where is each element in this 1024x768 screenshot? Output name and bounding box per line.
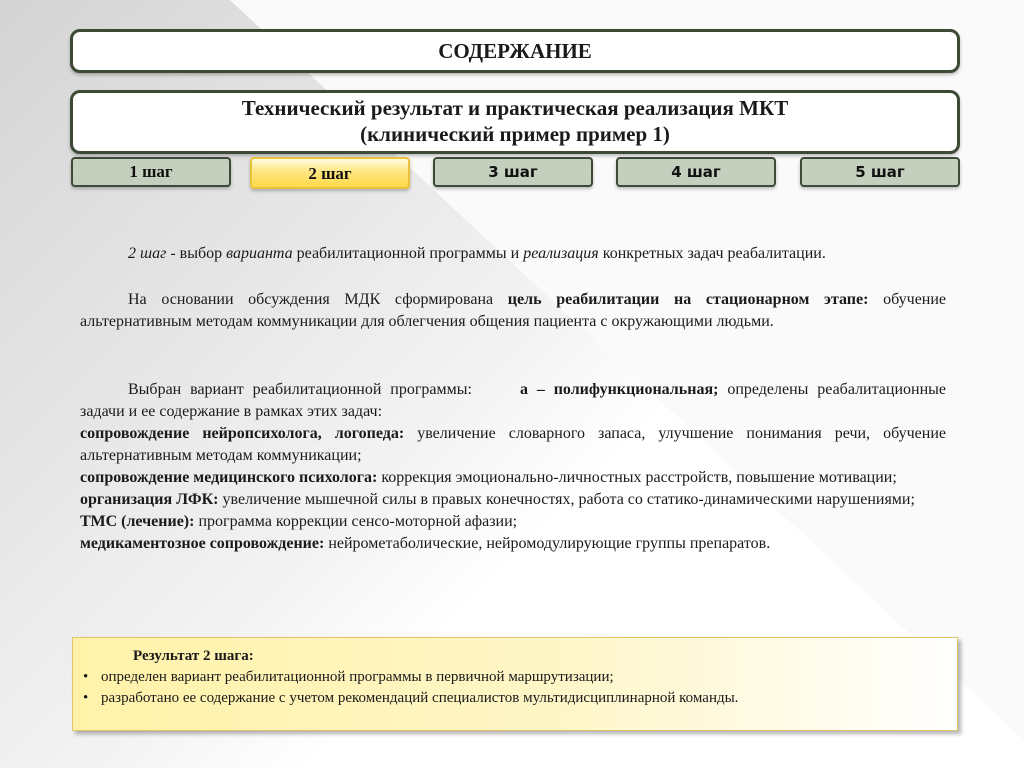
list-item: [83, 688, 738, 709]
text-run: обучение альтернативным методам коммуникации для облегчения общения пациента с окружающими людьми.: [80, 291, 947, 330]
text-run: На основании обсуждения МДК сформирована: [128, 291, 508, 308]
program-paragraph: [80, 379, 946, 555]
result-list: [83, 667, 738, 709]
text-run-italic: реализация: [523, 245, 599, 262]
task-text: коррекция эмоционально-личностных расстройств, повышение мотивации;: [377, 469, 897, 486]
step-name: 2 шаг: [128, 245, 167, 262]
result-box: [72, 637, 958, 731]
bullet-icon: •: [83, 690, 89, 706]
task-label: ТМС (лечение):: [80, 513, 195, 530]
section-subtitle: [70, 90, 960, 154]
list-item: [83, 667, 738, 688]
text-run: определены реабалитационные задачи и ее содержание в рамках этих задач:: [80, 381, 946, 420]
text-run: Выбран вариант реабилитационной программы:: [128, 381, 472, 398]
task-text: нейрометаболические, нейромодулирующие группы препаратов.: [324, 535, 771, 552]
result-item-text: разработано ее содержание с учетом рекомендаций специалистов мультидисциплинарной команды.: [101, 690, 739, 706]
text-run: реабилитационной программы и: [292, 245, 524, 262]
task-item: [80, 489, 946, 511]
step-5-button[interactable]: 5 шаг: [800, 157, 960, 187]
rehab-goal-paragraph: [80, 289, 946, 333]
result-title: Результат 2 шага:: [133, 648, 254, 664]
step-3-button[interactable]: 3 шаг: [433, 157, 593, 187]
task-item: [80, 423, 946, 467]
task-item: [80, 467, 946, 489]
subtitle-line-1: Технический результат и практическая реализация МКТ: [241, 96, 789, 120]
text-run: - выбор: [166, 245, 227, 262]
bullet-icon: •: [83, 669, 89, 685]
subtitle-line-2: (клинический пример пример 1): [360, 122, 670, 146]
task-text: программа коррекции сенсо-моторной афазии;: [194, 513, 518, 530]
task-item: [80, 533, 946, 555]
task-label: организация ЛФК:: [80, 491, 219, 508]
text-run: конкретных задач реабалитации.: [598, 245, 826, 262]
rehab-goal-label: цель реабилитации на стационарном этапе:: [507, 291, 869, 308]
result-item-text: определен вариант реабилитационной программы в первичной маршрутизации;: [101, 669, 614, 685]
page-title: СОДЕРЖАНИЕ: [70, 29, 960, 73]
step-4-button[interactable]: 4 шаг: [616, 157, 776, 187]
task-label: сопровождение нейропсихолога, логопеда:: [80, 425, 405, 442]
step-2-button[interactable]: 2 шаг: [250, 157, 410, 189]
program-variant: а – полифункциональная;: [519, 381, 719, 398]
task-item: [80, 511, 946, 533]
task-text: увеличение словарного запаса, улучшение понимания речи, обучение альтернативным методам коммуникации;: [80, 425, 947, 464]
task-text: увеличение мышечной силы в правых конечностях, работа со статико-динамическими нарушениями;: [218, 491, 915, 508]
step-1-button[interactable]: 1 шаг: [71, 157, 231, 187]
task-label: медикаментозное сопровождение:: [80, 535, 325, 552]
text-run-italic: варианта: [226, 245, 293, 262]
task-label: сопровождение медицинского психолога:: [80, 469, 378, 486]
step-description: [80, 243, 946, 265]
